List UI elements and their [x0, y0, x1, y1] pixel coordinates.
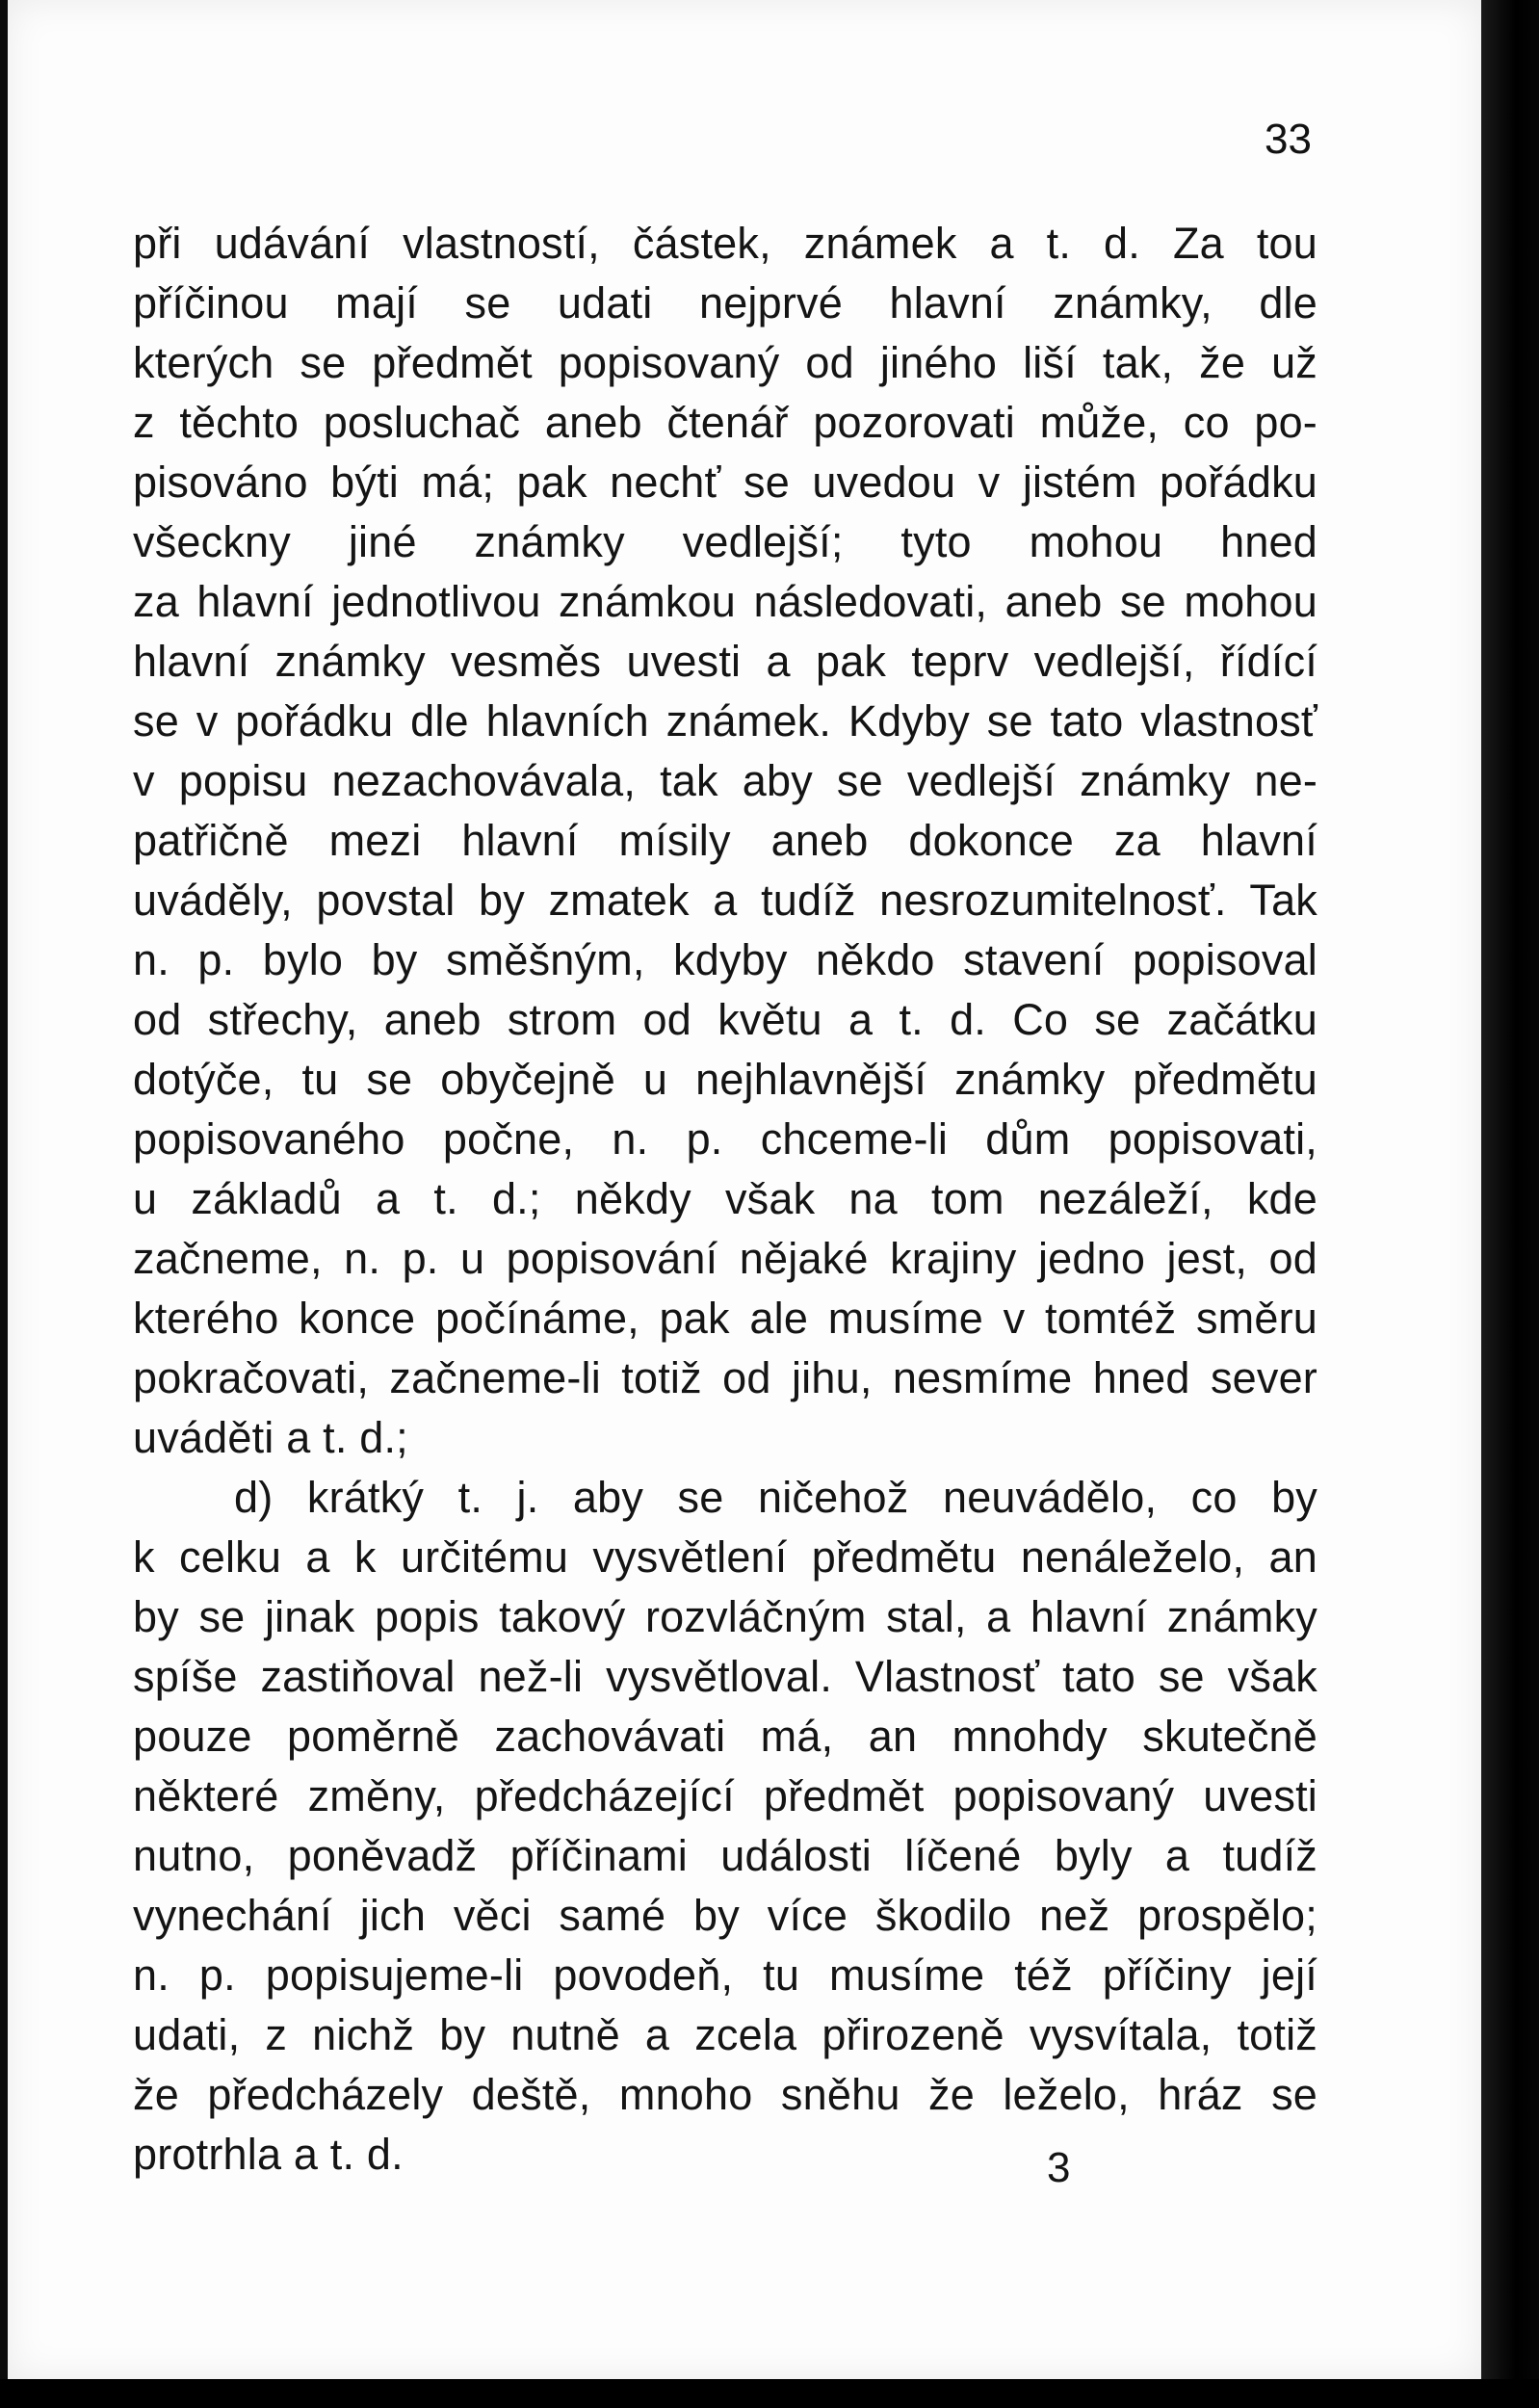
text-line: z těchto posluchač aneb čtenář pozorovati může, co po-	[133, 398, 1317, 447]
text-line: všeckny jiné známky vedlejší; tyto mohou hned	[133, 517, 1317, 566]
text-line: pisováno býti má; pak nechť se uvedou v jistém pořádku	[133, 458, 1317, 507]
text-line: uváděly, povstal by zmatek a tudíž nesrozumitelnosť. Tak	[133, 876, 1317, 925]
text-line: v popisu nezachovávala, tak aby se vedlejší známky ne-	[133, 756, 1317, 805]
text-line: d) krátký t. j. aby se ničehož neuvádělo, co by	[234, 1473, 1317, 1522]
text-line: kterého konce počínáme, pak ale musíme v tomtéž směru	[133, 1294, 1317, 1343]
text-line: vynechání jich věci samé by více škodilo než prospělo;	[133, 1891, 1317, 1940]
body-text	[133, 214, 1317, 2185]
text-line: kterých se předmět popisovaný od jiného liší tak, že už	[133, 338, 1317, 387]
text-line: pokračovati, začneme-li totiž od jihu, nesmíme hned sever	[133, 1353, 1317, 1402]
page-number: 33	[1265, 116, 1312, 163]
text-line: některé změny, předcházející předmět popisovaný uvesti	[133, 1771, 1317, 1820]
text-line: hlavní známky vesměs uvesti a pak teprv vedlejší, řídící	[133, 637, 1317, 686]
text-line: uváděti a t. d.;	[133, 1413, 408, 1462]
text-line: by se jinak popis takový rozvláčným stal, a hlavní známky	[133, 1592, 1317, 1641]
scan-edge-bottom	[0, 2379, 1539, 2408]
text-line: protrhla a t. d.	[133, 2130, 404, 2179]
text-line: začneme, n. p. u popisování nějaké krajiny jedno jest, od	[133, 1234, 1317, 1283]
text-line: n. p. bylo by směšným, kdyby někdo stavení popisoval	[133, 935, 1317, 984]
text-line: že předcházely deště, mnoho sněhu že leželo, hráz se	[133, 2070, 1317, 2119]
book-page	[8, 0, 1481, 2379]
signature-mark: 3	[1047, 2144, 1071, 2191]
text-line: k celku a k určitému vysvětlení předmětu nenáleželo, an	[133, 1532, 1317, 1582]
text-line: spíše zastiňoval než-li vysvětloval. Vlastnosť tato se však	[133, 1652, 1317, 1701]
text-line: u základů a t. d.; někdy však na tom nezáleží, kde	[133, 1174, 1317, 1223]
text-line: se v pořádku dle hlavních známek. Kdyby se tato vlastnosť	[133, 696, 1317, 746]
scan-edge-right	[1481, 0, 1539, 2408]
text-line: dotýče, tu se obyčejně u nejhlavnější známky předmětu	[133, 1055, 1317, 1104]
text-line: za hlavní jednotlivou známkou následovati, aneb se mohou	[133, 577, 1317, 626]
text-line: n. p. popisujeme-li povodeň, tu musíme též příčiny její	[133, 1950, 1317, 2000]
text-line: příčinou mají se udati nejprvé hlavní známky, dle	[133, 278, 1317, 327]
text-line: patřičně mezi hlavní mísily aneb dokonce za hlavní	[133, 816, 1317, 865]
text-line: popisovaného počne, n. p. chceme-li dům popisovati,	[133, 1114, 1317, 1164]
text-line: při udávání vlastností, částek, známek a t. d. Za tou	[133, 219, 1317, 268]
text-line: pouze poměrně zachovávati má, an mnohdy skutečně	[133, 1712, 1317, 1761]
text-line: od střechy, aneb strom od květu a t. d. Co se začátku	[133, 995, 1317, 1044]
text-line: nutno, poněvadž příčinami události líčené byly a tudíž	[133, 1831, 1317, 1880]
text-line: udati, z nichž by nutně a zcela přirozeně vysvítala, totiž	[133, 2010, 1317, 2059]
